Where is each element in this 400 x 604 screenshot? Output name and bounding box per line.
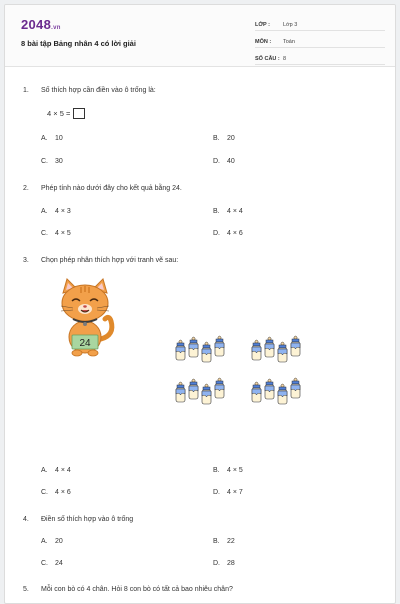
baby-bottle [176, 340, 185, 360]
baby-bottle [291, 378, 300, 398]
cat-illustration [53, 277, 117, 357]
question-2: 2. Phép tính nào dưới đây cho kết quả bằng 24. [23, 185, 182, 192]
q4-option-c[interactable]: C. 24 [41, 560, 63, 567]
baby-bottle [265, 379, 274, 399]
q4-option-a[interactable]: A. 20 [41, 538, 63, 545]
q3-option-b[interactable]: B. 4 × 5 [213, 467, 243, 474]
meta-row-count: SỐ CÂU : 8 [255, 51, 385, 65]
q3-option-a[interactable]: A. 4 × 4 [41, 467, 71, 474]
site-logo[interactable]: 2048.vn [21, 17, 61, 32]
answer-blank-box[interactable] [73, 108, 85, 119]
q1-option-c[interactable]: C. 30 [41, 158, 63, 165]
bottle-group-2 [249, 335, 305, 363]
q4-option-d[interactable]: D. 28 [213, 560, 235, 567]
worksheet-header [5, 5, 396, 67]
baby-bottle [252, 382, 261, 402]
question-5: 5. Mỗi con bò có 4 chân. Hỏi 8 con bò có tất cả bao nhiêu chân? [23, 586, 233, 593]
cat-tail [101, 317, 112, 339]
baby-bottle [278, 384, 287, 404]
question-1: 1. Số thích hợp cần điền vào ô trống là: [23, 87, 156, 94]
meta-row-grade: LỚP : Lớp 3 [255, 17, 385, 31]
cat-paw-right [88, 350, 98, 356]
worksheet-page [4, 4, 396, 604]
q2-option-b[interactable]: B. 4 × 4 [213, 208, 243, 215]
q3-option-d[interactable]: D. 4 × 7 [213, 489, 243, 496]
baby-bottle [176, 382, 185, 402]
q3-option-c[interactable]: C. 4 × 6 [41, 489, 71, 496]
cat-number: 24 [79, 338, 91, 349]
bottle-group-3 [173, 377, 229, 405]
meta-row-subject: MÔN : Toán [255, 34, 385, 48]
baby-bottle [291, 336, 300, 356]
q1-option-a[interactable]: A. 10 [41, 135, 63, 142]
bottle-group-4 [249, 377, 305, 405]
baby-bottle [278, 342, 287, 362]
question-3: 3. Chọn phép nhân thích hợp với tranh vẽ sau: [23, 257, 179, 264]
baby-bottle [202, 342, 211, 362]
q2-option-a[interactable]: A. 4 × 3 [41, 208, 71, 215]
page-title: 8 bài tập Bảng nhân 4 có lời giải [21, 39, 136, 48]
baby-bottle [215, 378, 224, 398]
q2-option-c[interactable]: C. 4 × 5 [41, 230, 71, 237]
question-4: 4. Điền số thích hợp vào ô trống [23, 516, 134, 523]
baby-bottle [202, 384, 211, 404]
q4-option-b[interactable]: B. 22 [213, 538, 235, 545]
baby-bottle [265, 337, 274, 357]
baby-bottle [189, 379, 198, 399]
bottle-group-1 [173, 335, 229, 363]
baby-bottle [189, 337, 198, 357]
cat-bell [83, 322, 87, 326]
baby-bottle [215, 336, 224, 356]
baby-bottle [252, 340, 261, 360]
question-1-expression: 4 × 5 = [47, 108, 85, 119]
q2-option-d[interactable]: D. 4 × 6 [213, 230, 243, 237]
q1-option-d[interactable]: D. 40 [213, 158, 235, 165]
cat-nose [83, 305, 87, 307]
q1-option-b[interactable]: B. 20 [213, 135, 235, 142]
cat-paw-left [72, 350, 82, 356]
meta-info [255, 17, 385, 68]
